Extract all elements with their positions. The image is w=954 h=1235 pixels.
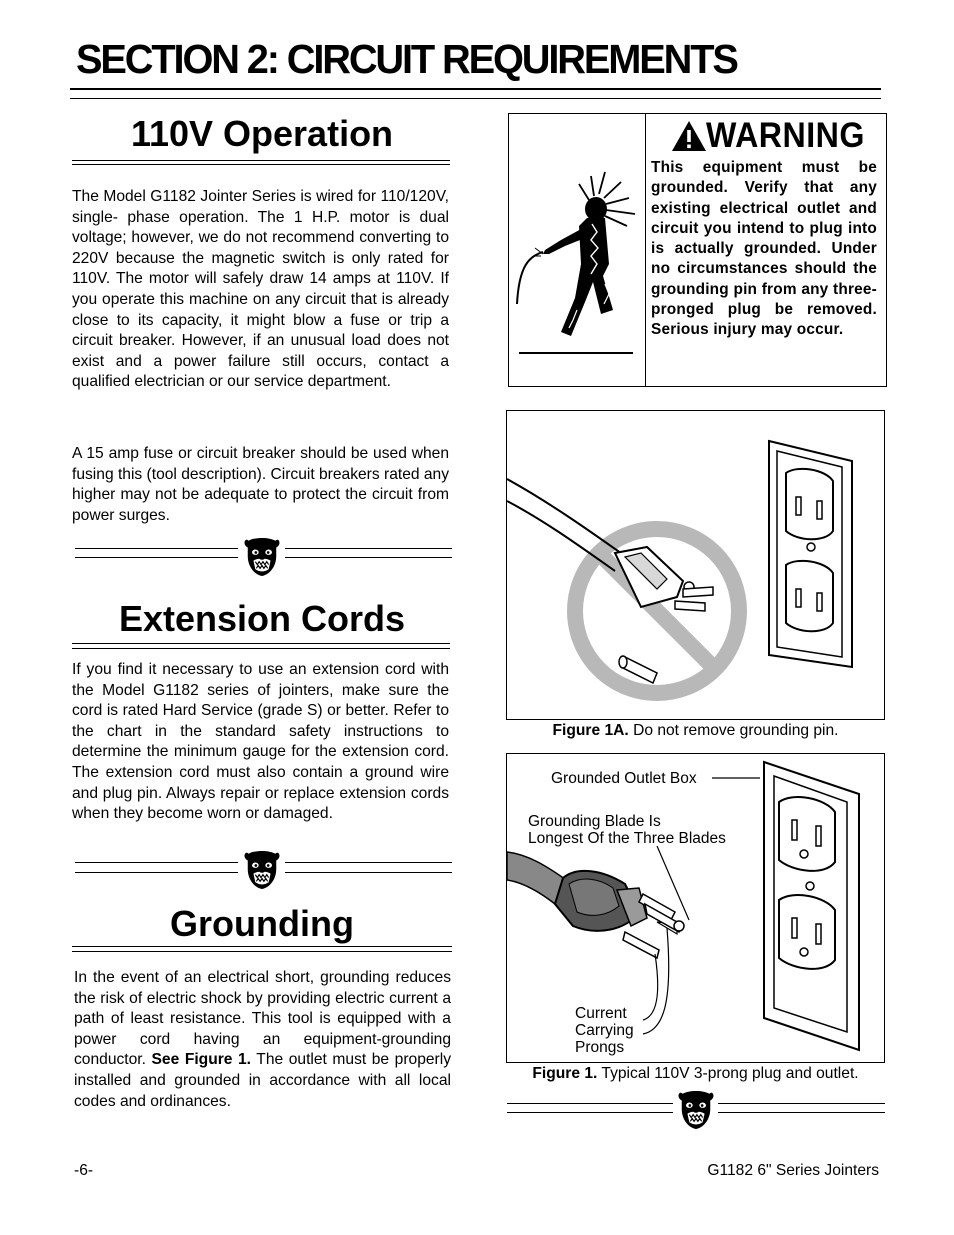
operation-paragraph-1: The Model G1182 Jointer Series is wired for 110/120V, single- phase operation. The 1 H.P. motor is dual voltage; however, we do not recommend converting to 220V because the magnetic switch is only rated for 110V. The motor will safely draw 14 amps at 110V. If you operate this machine on any circuit that is already close to its capacity, it might blow a fuse or trip a circuit breaker. However, if an unusual load does not exist and a power failure still occurs, contact a qualified electrician or our service department. <box>72 188 449 391</box>
grounding-paragraph <box>74 968 451 1112</box>
page-number: -6- <box>74 1162 94 1179</box>
grounding-figure-reference: See Figure 1. <box>151 1051 252 1069</box>
grounding-paragraph-start: In the event of an electrical short, grounding reduces the risk of electric shock by providing electric current a path of least resistance. This tool is equipped with a power cord having an equipment-grounding conductor. <box>74 969 451 1069</box>
grounding-heading-rule-top <box>72 946 452 947</box>
warning-text <box>651 158 877 341</box>
section-title-rule-top <box>70 88 881 90</box>
divider-1-left-b <box>75 557 238 558</box>
divider-1-right-a <box>285 548 452 549</box>
electric-shock-icon <box>509 114 645 386</box>
divider-3-left-b <box>507 1112 673 1113</box>
bear-logo-icon <box>243 535 281 577</box>
divider-1-right-b <box>285 557 452 558</box>
operation-text <box>72 187 449 393</box>
figure-1-caption-text: Typical 110V 3-prong plug and outlet. <box>597 1065 859 1082</box>
warning-message: This equipment must be grounded. Verify that any existing electrical outlet and circuit you intend to plug into is actually grounded. Under no circumstances should the grounding pin from any three-pronged plug be removed. Serious injury may occur. <box>651 159 877 339</box>
extension-heading-rule-top <box>72 643 450 644</box>
divider-2-left-b <box>75 872 238 873</box>
figure-1-caption-label: Figure 1. <box>532 1065 598 1082</box>
divider-3-right-b <box>718 1112 885 1113</box>
warning-label: WARNING <box>706 116 865 155</box>
divider-1-left-a <box>75 548 238 549</box>
callout-prongs-line-2: Carrying <box>575 1022 634 1039</box>
extension-text <box>72 660 449 825</box>
grounding-heading-rule-bottom <box>72 951 452 952</box>
operation-heading-rule-top <box>72 160 450 161</box>
divider-2-left-a <box>75 862 238 863</box>
divider-2-right-a <box>285 862 452 863</box>
warning-triangle-icon <box>671 120 707 152</box>
callout-grounding-blade-line-1: Grounding Blade Is <box>528 813 661 830</box>
operation-text-2 <box>72 444 449 526</box>
warning-box-divider <box>645 113 646 387</box>
figure-1a-caption <box>506 721 885 741</box>
grounding-text <box>74 968 451 1112</box>
operation-heading: 110V Operation <box>130 113 394 154</box>
figure-1a-caption-text: Do not remove grounding pin. <box>628 722 839 739</box>
operation-heading-rule-bottom <box>72 164 450 165</box>
extension-heading: Extension Cords <box>118 598 406 639</box>
section-title-rule-bottom <box>70 98 881 99</box>
grounding-paragraph-end: The outlet must be properly installed and grounded in accordance with all local codes and ordinances. <box>74 1051 451 1110</box>
figure-1-caption <box>506 1064 885 1084</box>
operation-paragraph-2: A 15 amp fuse or circuit breaker should be used when fusing this (tool description). Circuit breakers rated any higher may not be adequate to protect the circuit from power surges. <box>72 445 450 524</box>
grounding-heading: Grounding <box>170 903 354 944</box>
callout-prongs-line-1: Current <box>575 1005 627 1022</box>
figure-1a-caption-label: Figure 1A. <box>552 722 629 739</box>
callout-grounded-outlet-box: Grounded Outlet Box <box>551 770 697 787</box>
section-title: SECTION 2: CIRCUIT REQUIREMENTS <box>76 36 737 82</box>
figure-1a-image <box>507 411 884 719</box>
extension-heading-rule-bottom <box>72 648 450 649</box>
figure-1-image <box>507 754 884 1062</box>
bear-logo-icon <box>243 848 281 890</box>
bear-logo-icon <box>677 1088 715 1130</box>
divider-3-left-a <box>507 1103 673 1104</box>
callout-grounding-blade-line-2: Longest Of the Three Blades <box>528 830 726 847</box>
extension-paragraph: If you find it necessary to use an extension cord with the Model G1182 series of jointers, make sure the cord is rated Hard Service (grade S) or better. Refer to the chart in the standard safety instructions to determine the minimum gauge for the extension cord. The extension cord must also contain a ground wire and plug pin. Always repair or replace extension cords when they become worn or damaged. <box>72 661 449 823</box>
callout-prongs-line-3: Prongs <box>575 1039 625 1056</box>
footer-title: G1182 6" Series Jointers <box>707 1162 879 1179</box>
divider-2-right-b <box>285 872 452 873</box>
divider-3-right-a <box>718 1103 885 1104</box>
